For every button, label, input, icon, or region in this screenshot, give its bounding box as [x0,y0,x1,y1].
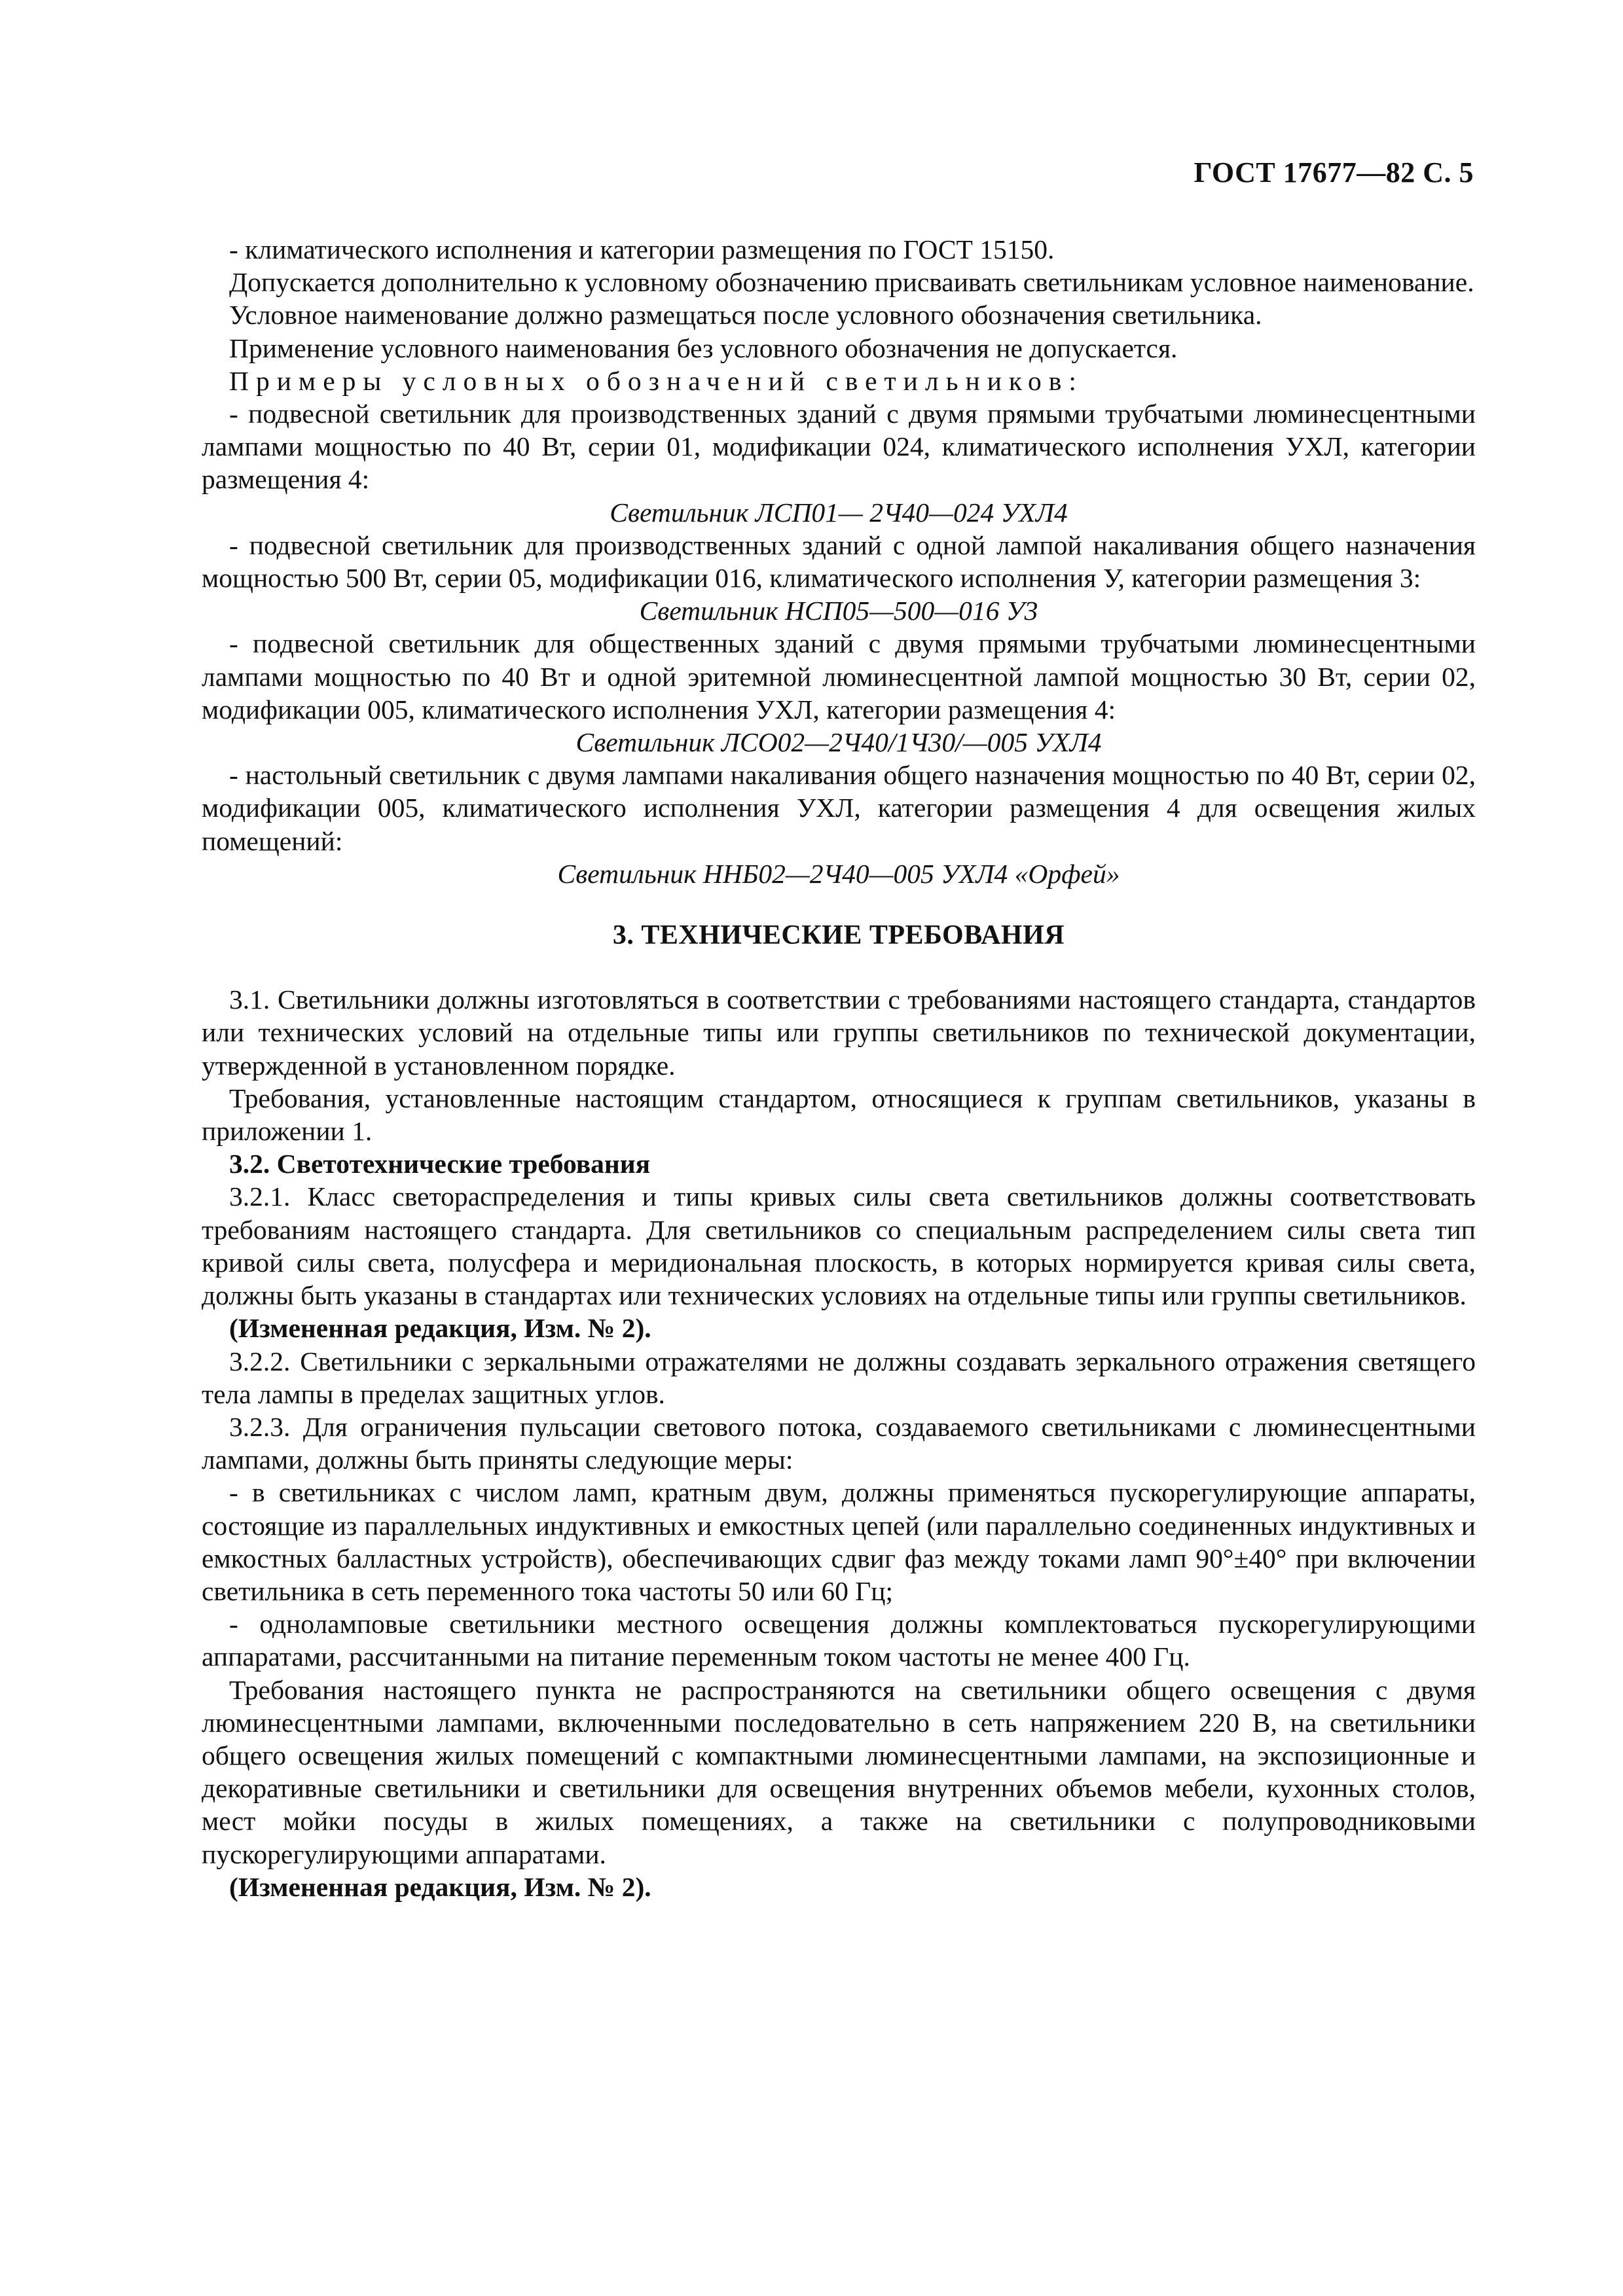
paragraph: Допускается дополнительно к условному обозначению присваивать светильникам условное наименование. [229,267,1474,298]
page-header: ГОСТ 17677—82 С. 5 [1194,156,1474,188]
paragraph: Применение условного наименования без условного обозначения не допускается. [229,332,1178,363]
paragraph: 3.2.3. Для ограничения пульсации светового потока, создаваемого светильниками с люминесцентными лампами, должны быть приняты следующие меры: [202,1411,1476,1475]
paragraph: Требования настоящего пункта не распространяются на светильники общего освещения с двумя люминесцентными лампами, включенными последовательно в сеть напряжением 220 В, на светильники общего освещения жилых помещений с компактными люминесцентными лампами, на экспозиционные и декоративные светильники и светильники для освещения внутренних объемов мебели, кухонных столов, мест мойки посуды в жилых помещениях, а также на светильники с полупроводниковыми пускорегулирующими аппаратами. [202,1674,1476,1869]
paragraph: - подвесной светильник для производственных зданий с одной лампой накаливания общего назначения мощностью 500 Вт, серии 05, модификации 016, климатического исполнения У, категории размещения 3: [202,529,1476,594]
paragraph: 3.2.1. Класс светораспределения и типы кривых силы света светильников должны соответствовать требованиям настоящего стандарта. Для светильников со специальным распределением силы света тип кривой силы света, полусфера и меридиональная плоскость, в которых нормируется кривая силы света, должны быть указаны в стандартах или технических условиях на отдельные типы или группы светильников. [202,1181,1476,1311]
paragraph: Требования, установленные настоящим стандартом, относящиеся к группам светильников, указаны в приложении 1. [202,1083,1476,1147]
paragraph: - настольный светильник с двумя лампами накаливания общего назначения мощностью по 40 Вт, серии 02, модификации 005, климатического исполнения УХЛ, категории размещения 4 для освещения жилых помещений: [202,760,1476,856]
document-body [202,233,1476,1903]
designation-example: Светильник ЛСО02—2Ч40/1Ч30/—005 УХЛ4 [575,727,1102,758]
examples-heading: Примеры условных обозначений светильников: [229,365,1084,396]
amendment-note: (Измененная редакция, Изм. № 2). [229,1871,651,1902]
designation-example: Светильник НСП05—500—016 У3 [639,596,1038,626]
section-title: 3. ТЕХНИЧЕСКИЕ ТРЕБОВАНИЯ [612,920,1065,951]
designation-example: Светильник ННБ02—2Ч40—005 УХЛ4 «Орфей» [557,858,1120,889]
designation-example: Светильник ЛСП01— 2Ч40—024 УХЛ4 [610,497,1068,528]
paragraph: - в светильниках с числом ламп, кратным двум, должны применяться пускорегулирующие аппараты, состоящие из параллельных индуктивных и емкостных цепей (или параллельно соединенных индуктивных и емкостных балластных устройств), обеспечивающих сдвиг фаз между токами ламп 90°±40° при включении светильника в сеть переменного тока частоты 50 или 60 Гц; [202,1477,1476,1606]
paragraph: - подвесной светильник для производственных зданий с двумя прямыми трубчатыми люминесцентными лампами мощностью по 40 Вт, серии 01, модификации 024, климатического исполнения УХЛ, категории размещения 4: [202,399,1476,495]
paragraph: - подвесной светильник для общественных зданий с двумя прямыми трубчатыми люминесцентными лампами мощностью по 40 Вт и одной эритемной люминесцентной лампой мощностью 30 Вт, серии 02, модификации 005, климатического исполнения УХЛ, категории размещения 4: [202,628,1476,725]
paragraph: - климатического исполнения и категории размещения по ГОСТ 15150. [229,234,1055,264]
subsection-title: 3.2. Светотехнические требования [229,1149,651,1179]
paragraph: Условное наименование должно размещаться после условного обозначения светильника. [229,300,1262,331]
paragraph: - одноламповые светильники местного освещения должны комплектоваться пускорегулирующими аппаратами, рассчитанными на питание переменным током частоты не менее 400 Гц. [202,1609,1476,1672]
amendment-note: (Измененная редакция, Изм. № 2). [229,1313,651,1344]
paragraph: 3.1. Светильники должны изготовляться в соответствии с требованиями настоящего стандарта, стандартов или технических условий на отдельные типы или группы светильников по технической документации, утвержденной в установленном порядке. [202,984,1476,1081]
paragraph: 3.2.2. Светильники с зеркальными отражателями не должны создавать зеркального отражения светящего тела лампы в пределах защитных углов. [202,1346,1476,1409]
